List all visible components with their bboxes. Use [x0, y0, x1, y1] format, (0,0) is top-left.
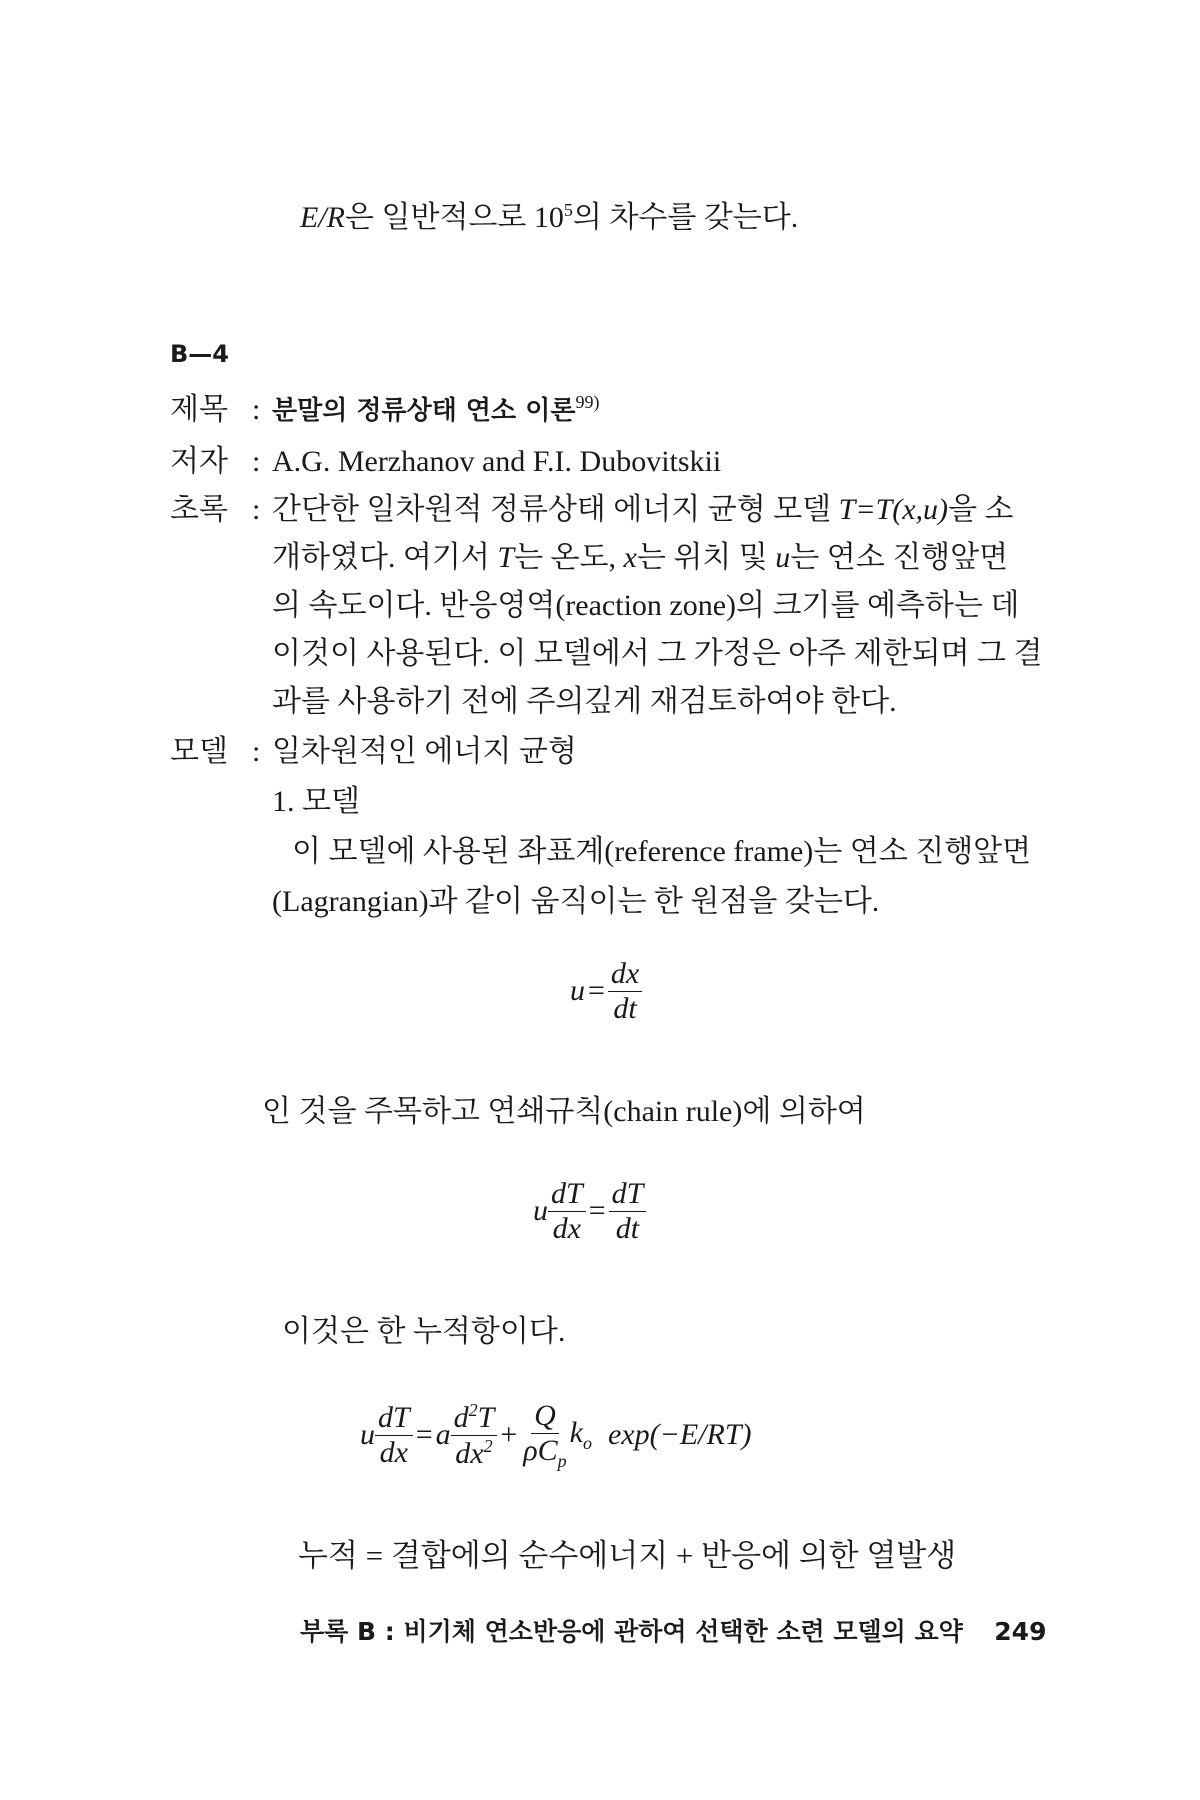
model-subheading: 1. 모델 — [272, 785, 360, 818]
eq1-fraction — [608, 958, 642, 1024]
eq3-fraction-1 — [375, 1402, 413, 1468]
er-variable: E/R — [300, 201, 345, 234]
model-paragraph-1-line-2: (Lagrangian)과 같이 움직이는 한 원점을 갖는다. — [272, 885, 880, 918]
title-reference: 99) — [575, 392, 600, 412]
title-label: 제목 — [170, 393, 228, 426]
eq3-numerator-2 — [451, 1401, 498, 1436]
author-label: 저자 — [170, 445, 228, 478]
abstract-line2-c: 는 위치 및 — [636, 541, 776, 574]
title-row — [170, 384, 599, 428]
footer-text: 부록 B : 비기체 연소반응에 관하여 선택한 소련 모델의 요약 — [300, 1617, 963, 1646]
eq2-equals: = — [588, 1194, 606, 1227]
eq3-k — [570, 1416, 592, 1454]
intro-line — [300, 192, 798, 236]
author-colon: : — [252, 445, 261, 478]
eq3-den3-sub: p — [557, 1450, 567, 1471]
eq2-denominator-1: dx — [552, 1211, 581, 1245]
abstract-line2-d: 는 연소 진행앞면 — [790, 541, 1009, 574]
abstract-row-4: 이것이 사용된다. 이 모델에서 그 가정은 아주 제한되며 그 결 — [272, 637, 1043, 670]
model-summary: 누적 = 결합에의 순수에너지 + 반응에 의한 열발생 — [298, 1538, 957, 1573]
title-colon: : — [252, 393, 261, 426]
eq3-den2-dx: dx — [455, 1436, 484, 1470]
eq3-plus: + — [500, 1418, 518, 1452]
eq2-numerator-2: dT — [609, 1178, 647, 1212]
eq3-num2-d: d — [453, 1401, 469, 1435]
author-row — [170, 436, 721, 480]
eq1-denominator: dt — [613, 991, 637, 1025]
eq3-num2-T: T — [477, 1401, 495, 1435]
eq3-u: u — [360, 1418, 375, 1452]
eq3-fraction-3 — [520, 1400, 569, 1470]
abstract-line1-b: 을 소 — [948, 493, 1014, 526]
page-number: 249 — [994, 1617, 1047, 1646]
eq1-lhs: u — [570, 974, 585, 1007]
eq3-denominator-2 — [452, 1436, 495, 1470]
abstract-var-x: x — [623, 541, 637, 574]
abstract-colon: : — [252, 493, 261, 526]
eq3-denominator-3 — [520, 1434, 569, 1471]
model-colon: : — [252, 735, 261, 768]
eq3-numerator-3: Q — [531, 1400, 559, 1434]
abstract-row-2 — [272, 532, 1008, 576]
eq1-numerator: dx — [608, 958, 642, 992]
model-label: 모델 — [170, 735, 228, 768]
eq3-k-sub: o — [582, 1433, 592, 1454]
abstract-row-5: 과를 사용하기 전에 주의깊게 재검토하여야 한다. — [272, 685, 897, 718]
abstract-line1-a: 간단한 일차원적 정류상태 에너지 균형 모델 — [272, 493, 839, 526]
eq3-numerator-1: dT — [375, 1402, 413, 1436]
eq3-a: a — [435, 1418, 451, 1452]
intro-text-a: 은 일반적으로 10 — [345, 201, 564, 234]
eq3-fraction-2 — [451, 1401, 498, 1469]
eq2-numerator-1: dT — [548, 1178, 586, 1212]
model-paragraph-2: 인 것을 주목하고 연쇄규칙(chain rule)에 의하여 — [262, 1095, 866, 1128]
eq3-den2-sup: 2 — [483, 1435, 493, 1456]
eq3-k-symbol: k — [569, 1416, 583, 1450]
model-paragraph-3: 이것은 한 누적항이다. — [282, 1315, 566, 1348]
intro-exponent: 5 — [563, 200, 573, 220]
title-text: 분말의 정류상태 연소 이론 — [272, 396, 576, 426]
eq3-exp-term: exp(−E/RT) — [607, 1418, 752, 1452]
abstract-line2-b: 는 온도, — [514, 541, 624, 574]
intro-text-b: 의 차수를 갖는다. — [572, 201, 799, 234]
abstract-label: 초록 — [170, 493, 228, 526]
equation-chain-rule — [533, 1178, 646, 1244]
equation-energy-balance — [360, 1400, 752, 1470]
section-code: B—4 — [170, 340, 229, 368]
model-row — [170, 726, 577, 770]
model-text: 일차원적인 에너지 균형 — [272, 735, 577, 768]
eq3-num2-sup: 2 — [468, 1400, 478, 1421]
eq2-fraction-1 — [548, 1178, 586, 1244]
author-text: A.G. Merzhanov and F.I. Dubovitskii — [272, 445, 722, 478]
equation-velocity — [570, 958, 642, 1024]
abstract-var-u: u — [775, 541, 791, 574]
abstract-model-equation: T=T(x,u) — [838, 493, 949, 526]
eq1-equals: = — [588, 974, 605, 1007]
model-paragraph-1-line-1: 이 모델에 사용된 좌표계(reference frame)는 연소 진행앞면 — [292, 835, 1032, 868]
page-footer — [300, 1612, 1046, 1648]
abstract-line2-a: 개하였다. 여기서 — [272, 541, 498, 574]
eq2-u: u — [533, 1194, 548, 1227]
abstract-row-3: 의 속도이다. 반응영역(reaction zone)의 크기를 예측하는 데 — [272, 589, 1020, 622]
eq2-denominator-2: dt — [615, 1211, 640, 1245]
eq2-fraction-2 — [609, 1178, 647, 1244]
abstract-row-1 — [170, 484, 1014, 528]
eq3-denominator-1: dx — [379, 1435, 408, 1469]
abstract-var-T: T — [497, 541, 515, 574]
eq3-den3-rhoc: ρC — [523, 1433, 558, 1467]
eq3-equals: = — [415, 1418, 433, 1452]
